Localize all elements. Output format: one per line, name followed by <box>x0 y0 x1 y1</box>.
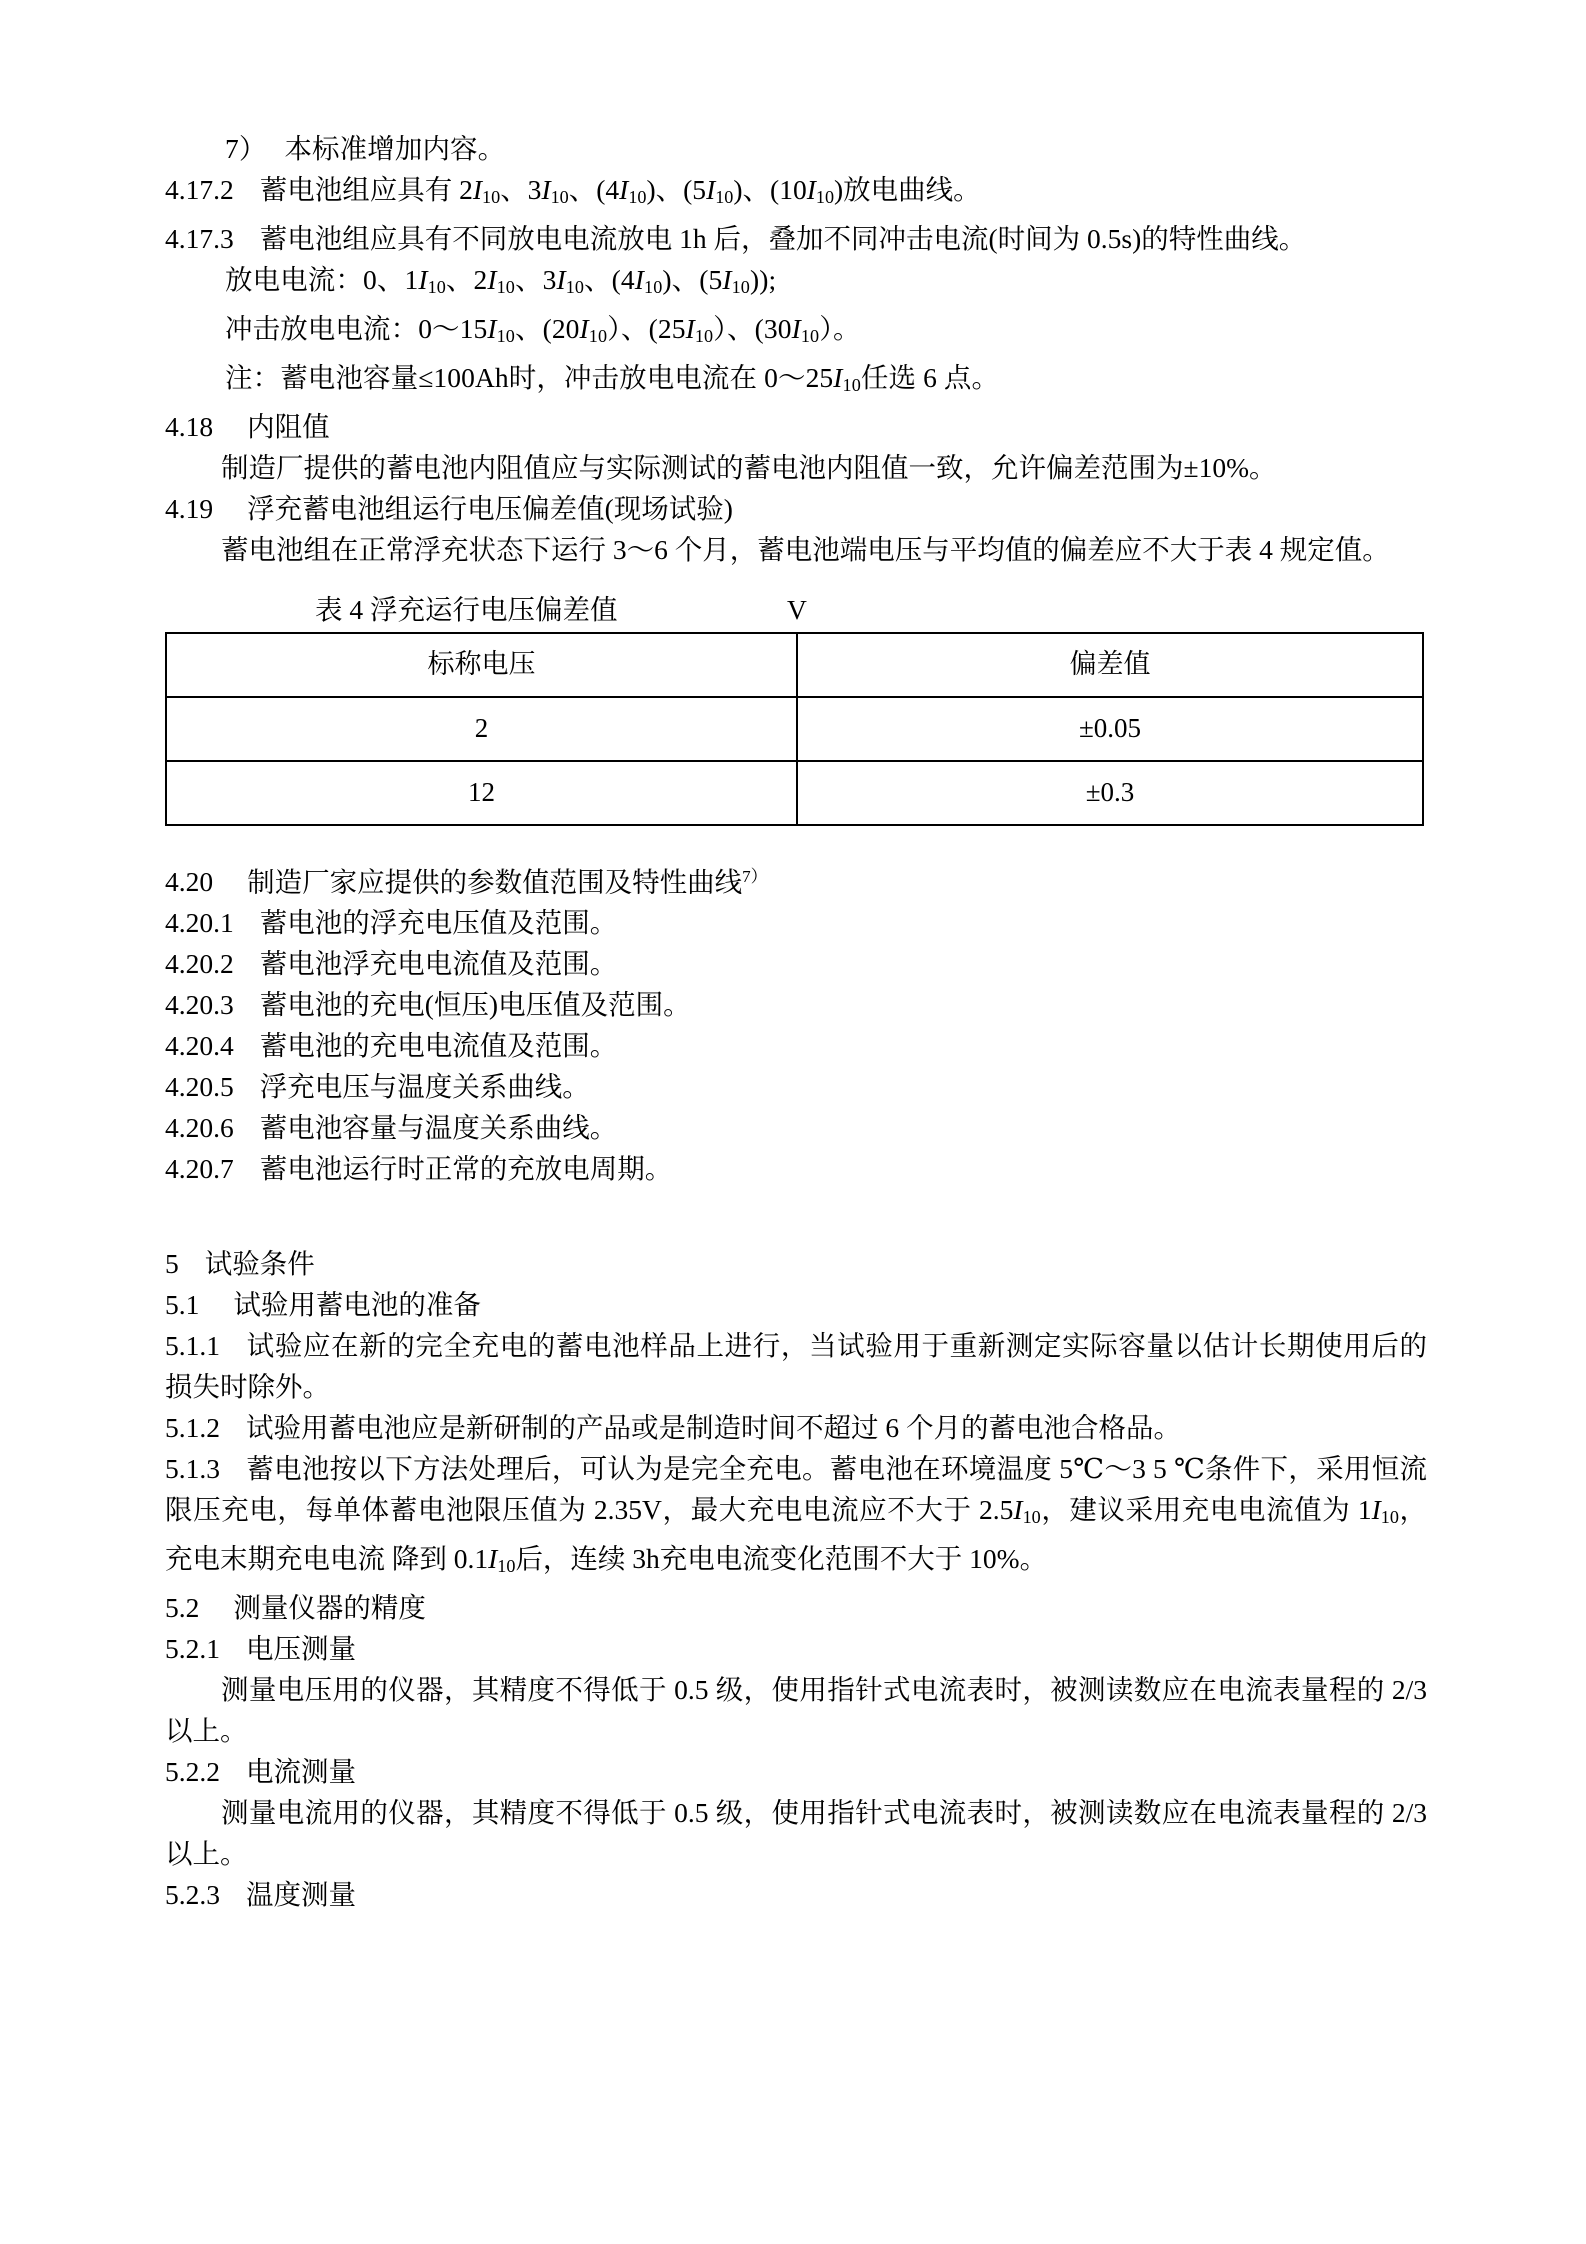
table-row <box>166 761 1423 825</box>
clause-number: 5.2 <box>165 1592 200 1624</box>
section-number: 5 <box>165 1248 179 1280</box>
clause-5-1-2 <box>165 1407 1427 1448</box>
clause-4-17-2 <box>165 169 1427 218</box>
clause-number: 4.20.1 <box>165 907 234 939</box>
clause-4-18-body: 制造厂提供的蓄电池内阻值应与实际测试的蓄电池内阻值一致，允许偏差范围为±10%。 <box>221 451 1277 483</box>
clause-4-20-6 <box>165 1107 1427 1148</box>
clause-4-20-5 <box>165 1066 1427 1107</box>
clause-4-20-1 <box>165 902 1427 943</box>
clause-text: 蓄电池组应具有 $2I_{10}$、$3I_{10}$、$(4I_{10})$、$(5I_{10})$、$(10I_{10})$放电曲线。 <box>259 174 981 207</box>
clause-4-20-3 <box>165 984 1427 1025</box>
clause-title: 试验用蓄电池的准备 <box>233 1289 481 1321</box>
clause-text: 蓄电池的浮充电压值及范围。 <box>259 907 618 939</box>
clause-text: 蓄电池按以下方法处理后，可认为是完全充电。蓄电池在环境温度 5℃～3 5 ℃条件下，采用恒流限压充电，每单体蓄电池限压值为 2.35V，最大充电电流应不大于 $2.5I_{10}$，建议采用充电电流值为 $1I_{10}$，充电末期充电电流 降到 $0.1I_{10}$后，连续 3h充电电流变化范围不大于 10%。 <box>165 1453 1428 1577</box>
clause-number: 4.20.5 <box>165 1071 234 1103</box>
spacer <box>165 570 1427 590</box>
clause-number: 4.20.3 <box>165 989 234 1021</box>
clause-title: 电压测量 <box>246 1633 356 1665</box>
spacer <box>165 826 1427 856</box>
clause-text: 蓄电池容量与温度关系曲线。 <box>259 1112 618 1144</box>
clause-text: 蓄电池的充电(恒压)电压值及范围。 <box>259 989 691 1021</box>
table-header-cell-deviation: 偏差值 <box>797 633 1423 697</box>
clause-5-2-2-body: 测量电流用的仪器，其精度不得低于 0.5 级，使用指针式电流表时，被测读数应在电流表量程的 2/3 以上。 <box>165 1797 1427 1870</box>
table-row <box>166 697 1423 761</box>
discharge-note-line <box>165 357 1427 406</box>
clause-number: 5.1.2 <box>165 1412 220 1444</box>
clause-5-2-3-heading <box>165 1874 1427 1915</box>
clause-number: 4.20 <box>165 866 214 898</box>
clause-title: 测量仪器的精度 <box>233 1592 426 1624</box>
clause-5-2-heading <box>165 1587 1427 1628</box>
clause-text: 浮充电压与温度关系曲线。 <box>259 1071 590 1103</box>
table-cell-nominal-voltage: 12 <box>166 761 797 825</box>
clause-number: 5.2.2 <box>165 1756 220 1788</box>
clause-text: 试验用蓄电池应是新研制的产品或是制造时间不超过 6 个月的蓄电池合格品。 <box>246 1412 1181 1444</box>
clause-text: 试验应在新的完全充电的蓄电池样品上进行，当试验用于重新测定实际容量以估计长期使用后的损失时除外。 <box>165 1330 1427 1403</box>
clause-number: 5.1.3 <box>165 1453 220 1485</box>
section-5-heading <box>165 1243 1427 1284</box>
clause-text: 蓄电池运行时正常的充放电周期。 <box>259 1153 673 1185</box>
clause-title: 制造厂家应提供的参数值范围及特性曲线 <box>247 866 743 898</box>
clause-number: 4.18 <box>165 410 214 442</box>
note-item-marker: 7） <box>225 133 267 164</box>
clause-number: 5.2.3 <box>165 1879 220 1911</box>
note-item-text: 本标准增加内容。 <box>284 133 506 164</box>
impulse-current-line <box>165 308 1427 357</box>
table-cell-deviation: ±0.3 <box>797 761 1423 825</box>
clause-text: 蓄电池浮充电电流值及范围。 <box>259 948 618 980</box>
clause-number: 4.17.2 <box>165 174 234 205</box>
clause-number: 5.1.1 <box>165 1330 220 1362</box>
clause-title: 内阻值 <box>247 410 330 442</box>
clause-number: 4.20.4 <box>165 1030 234 1062</box>
clause-title: 电流测量 <box>246 1756 356 1788</box>
table4-caption <box>165 590 1427 632</box>
clause-4-20-4 <box>165 1025 1427 1066</box>
discharge-current-line <box>165 259 1427 308</box>
clause-title: 温度测量 <box>246 1879 356 1911</box>
clause-4-19-heading <box>165 488 1427 529</box>
note-value: 蓄电池容量≤100Ah时，冲击放电电流在 $0\sim 25I_{10}$任选 6 点。 <box>280 361 1000 395</box>
table-header-row <box>166 633 1423 697</box>
discharge-current-label: 放电电流： <box>225 263 363 295</box>
clause-4-19-body: 蓄电池组在正常浮充状态下运行 3～6 个月，蓄电池端电压与平均值的偏差应不大于表 4 规定值。 <box>221 533 1390 565</box>
clause-number: 4.20.6 <box>165 1112 234 1144</box>
clause-text: 蓄电池的充电电流值及范围。 <box>259 1030 618 1062</box>
clause-title: 浮充蓄电池组运行电压偏差值(现场试验) <box>247 492 733 524</box>
section-title: 试验条件 <box>204 1248 315 1280</box>
clause-number: 4.19 <box>165 492 214 524</box>
table4-caption-unit: V <box>787 593 807 625</box>
clause-5-2-1-body: 测量电压用的仪器，其精度不得低于 0.5 级，使用指针式电流表时，被测读数应在电流表量程的 2/3 以上。 <box>165 1674 1427 1747</box>
note-label: 注： <box>225 361 281 393</box>
table-cell-nominal-voltage: 2 <box>166 697 797 761</box>
impulse-current-value: $0\sim 15I_{10}$、$(20I_{10})$、$(25I_{10})$、$(30I_{10})$。 <box>418 312 861 346</box>
clause-4-17-3 <box>165 218 1427 259</box>
clause-number: 4.17.3 <box>165 222 234 254</box>
footnote-marker: 7） <box>742 866 768 886</box>
table4-caption-title: 表 4 浮充运行电压偏差值 <box>315 593 618 625</box>
clause-text: 蓄电池组应具有不同放电电流放电 1h 后，叠加不同冲击电流(时间为 0.5s)的特性曲线。 <box>259 222 1307 254</box>
clause-number: 5.2.1 <box>165 1633 220 1665</box>
table4 <box>165 632 1424 826</box>
impulse-current-label: 冲击放电电流： <box>225 312 419 344</box>
table-cell-deviation: ±0.05 <box>797 697 1423 761</box>
table-header-cell-nominal-voltage: 标称电压 <box>166 633 797 697</box>
clause-4-18-heading <box>165 406 1427 447</box>
clause-4-20-7 <box>165 1148 1427 1189</box>
clause-4-20-heading <box>165 856 1427 902</box>
note-item-7 <box>165 128 1427 169</box>
discharge-current-value: 0、$1I_{10}$、$2I_{10}$、$3I_{10}$、$(4I_{10})$、$(5I_{10})$); <box>363 263 777 297</box>
clause-number: 5.1 <box>165 1289 200 1321</box>
clause-number: 4.20.7 <box>165 1153 234 1185</box>
spacer <box>165 1189 1427 1243</box>
clause-5-1-1 <box>165 1325 1427 1407</box>
clause-number: 4.20.2 <box>165 948 234 980</box>
clause-5-1-heading <box>165 1284 1427 1325</box>
page-content <box>165 128 1427 1915</box>
clause-4-20-2 <box>165 943 1427 984</box>
clause-5-2-2-heading <box>165 1751 1427 1792</box>
clause-5-1-3 <box>165 1448 1427 1587</box>
clause-5-2-1-heading <box>165 1628 1427 1669</box>
